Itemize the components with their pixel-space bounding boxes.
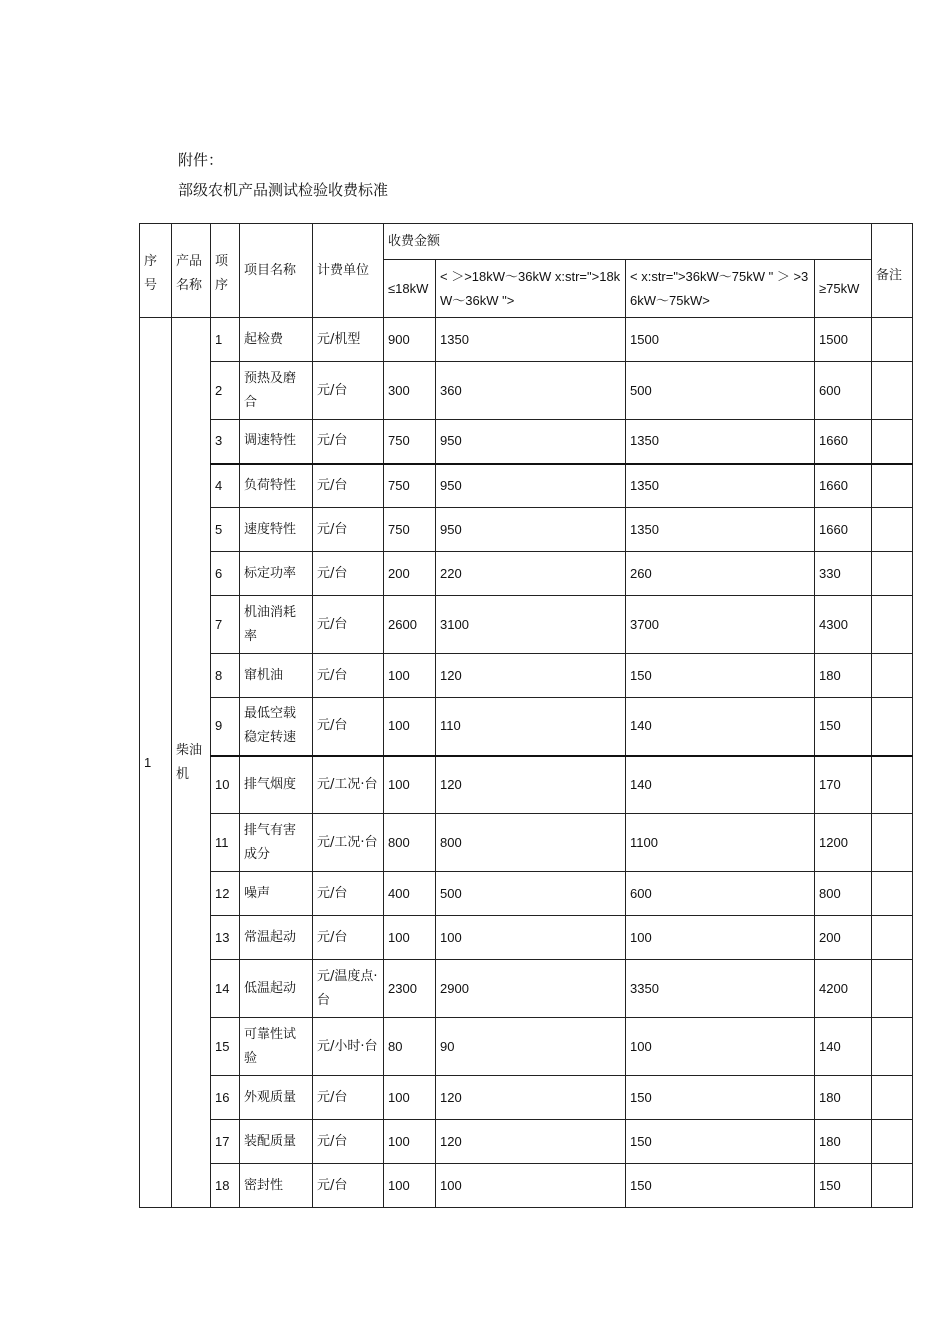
item-no-cell: 7 [211,596,240,654]
table-row [140,814,913,872]
remark-cell [872,362,913,420]
unit-cell: 元/温度点·台 [313,960,384,1018]
document-title: 部级农机产品测试检验收费标准 [178,181,389,199]
remark-cell [872,1076,913,1120]
item-no-cell: 2 [211,362,240,420]
remark-cell [872,654,913,698]
fee-36-75-cell: 140 [626,698,815,756]
item-no-cell: 14 [211,960,240,1018]
item-name-cell: 负荷特性 [240,464,313,508]
unit-cell: 元/台 [313,362,384,420]
fee-ge75-cell: 1500 [815,318,872,362]
item-name-cell: 低温起动 [240,960,313,1018]
item-no-cell: 16 [211,1076,240,1120]
fee-36-75-cell: 600 [626,872,815,916]
unit-cell: 元/台 [313,916,384,960]
table-row [140,960,913,1018]
item-no-cell: 8 [211,654,240,698]
unit-cell: 元/台 [313,1076,384,1120]
fee-ge75-cell: 330 [815,552,872,596]
item-no-cell: 3 [211,420,240,464]
fee-ge75-cell: 170 [815,756,872,814]
fee-36-75-cell: 1350 [626,464,815,508]
fee-le18-cell: 80 [384,1018,436,1076]
fee-ge75-cell: 180 [815,1076,872,1120]
item-name-cell: 机油消耗率 [240,596,313,654]
fee-le18-cell: 2600 [384,596,436,654]
unit-cell: 元/台 [313,464,384,508]
table-row [140,654,913,698]
fee-36-75-cell: 1350 [626,508,815,552]
item-name-cell: 标定功率 [240,552,313,596]
fee-ge75-cell: 4300 [815,596,872,654]
fee-36-75-cell: 150 [626,1120,815,1164]
unit-cell: 元/台 [313,698,384,756]
fee-36-75-cell: 1100 [626,814,815,872]
table-row [140,420,913,464]
fee-le18-cell: 200 [384,552,436,596]
fee-le18-cell: 750 [384,508,436,552]
group-seq: 1 [140,318,172,1208]
fee-18-36-cell: 220 [436,552,626,596]
fee-18-36-cell: 950 [436,464,626,508]
header-fee-ge75: ≥75kW [815,260,872,318]
table-row [140,552,913,596]
fee-36-75-cell: 1500 [626,318,815,362]
unit-cell: 元/台 [313,654,384,698]
remark-cell [872,420,913,464]
remark-cell [872,318,913,362]
fee-le18-cell: 750 [384,420,436,464]
fee-36-75-cell: 500 [626,362,815,420]
remark-cell [872,1164,913,1208]
fee-ge75-cell: 180 [815,654,872,698]
fee-le18-cell: 800 [384,814,436,872]
fee-le18-cell: 100 [384,698,436,756]
item-no-cell: 6 [211,552,240,596]
table-row [140,1120,913,1164]
item-no-cell: 1 [211,318,240,362]
item-name-cell: 装配质量 [240,1120,313,1164]
item-name-cell: 外观质量 [240,1076,313,1120]
item-no-cell: 15 [211,1018,240,1076]
remark-cell [872,1120,913,1164]
header-item-name: 项目名称 [240,224,313,318]
item-no-cell: 10 [211,756,240,814]
remark-cell [872,464,913,508]
unit-cell: 元/机型 [313,318,384,362]
fee-18-36-cell: 120 [436,756,626,814]
fee-ge75-cell: 1200 [815,814,872,872]
fee-36-75-cell: 150 [626,1164,815,1208]
table-row [140,756,913,814]
item-no-cell: 12 [211,872,240,916]
item-no-cell: 18 [211,1164,240,1208]
fee-18-36-cell: 950 [436,420,626,464]
remark-cell [872,596,913,654]
table-row [140,596,913,654]
fee-le18-cell: 900 [384,318,436,362]
item-name-cell: 最低空载稳定转速 [240,698,313,756]
remark-cell [872,814,913,872]
item-name-cell: 噪声 [240,872,313,916]
remark-cell [872,960,913,1018]
fee-le18-cell: 100 [384,1120,436,1164]
fee-18-36-cell: 110 [436,698,626,756]
item-no-cell: 17 [211,1120,240,1164]
fee-le18-cell: 400 [384,872,436,916]
fee-ge75-cell: 800 [815,872,872,916]
fee-ge75-cell: 1660 [815,464,872,508]
fee-18-36-cell: 2900 [436,960,626,1018]
fee-le18-cell: 300 [384,362,436,420]
fee-18-36-cell: 100 [436,916,626,960]
table-row [140,872,913,916]
fee-ge75-cell: 180 [815,1120,872,1164]
fee-36-75-cell: 1350 [626,420,815,464]
item-no-cell: 11 [211,814,240,872]
remark-cell [872,1018,913,1076]
table-row [140,362,913,420]
item-name-cell: 排气烟度 [240,756,313,814]
unit-cell: 元/台 [313,508,384,552]
unit-cell: 元/台 [313,1164,384,1208]
fee-ge75-cell: 150 [815,698,872,756]
fee-36-75-cell: 3350 [626,960,815,1018]
fee-18-36-cell: 3100 [436,596,626,654]
fee-le18-cell: 100 [384,654,436,698]
fee-18-36-cell: 90 [436,1018,626,1076]
fee-le18-cell: 100 [384,916,436,960]
item-name-cell: 速度特性 [240,508,313,552]
fee-36-75-cell: 100 [626,1018,815,1076]
fee-le18-cell: 100 [384,1076,436,1120]
fee-18-36-cell: 500 [436,872,626,916]
fee-18-36-cell: 950 [436,508,626,552]
item-no-cell: 4 [211,464,240,508]
fee-18-36-cell: 120 [436,1076,626,1120]
item-name-cell: 密封性 [240,1164,313,1208]
item-no-cell: 5 [211,508,240,552]
item-name-cell: 调速特性 [240,420,313,464]
header-unit: 计费单位 [313,224,384,318]
fee-36-75-cell: 3700 [626,596,815,654]
item-no-cell: 9 [211,698,240,756]
fee-ge75-cell: 4200 [815,960,872,1018]
header-fee-le18: ≤18kW [384,260,436,318]
unit-cell: 元/工况·台 [313,756,384,814]
unit-cell: 元/小时·台 [313,1018,384,1076]
fee-18-36-cell: 360 [436,362,626,420]
annex-label: 附件： [178,151,224,169]
fee-table [139,223,913,1208]
group-product: 柴油机 [172,318,211,1208]
fee-ge75-cell: 1660 [815,508,872,552]
fee-36-75-cell: 150 [626,1076,815,1120]
fee-36-75-cell: 100 [626,916,815,960]
header-fee-18-36: < ＞>18kW～36kW x:str=">18kW～36kW "> [436,260,626,318]
remark-cell [872,552,913,596]
fee-ge75-cell: 150 [815,1164,872,1208]
header-fee-36-75: < x:str=">36kW～75kW " ＞ >36kW～75kW> [626,260,815,318]
fee-le18-cell: 100 [384,756,436,814]
table-row [140,1076,913,1120]
fee-18-36-cell: 1350 [436,318,626,362]
table-row [140,916,913,960]
unit-cell: 元/台 [313,1120,384,1164]
remark-cell [872,916,913,960]
fee-ge75-cell: 600 [815,362,872,420]
header-remark: 备注 [872,224,913,318]
item-no-cell: 13 [211,916,240,960]
table-row [140,1164,913,1208]
header-product: 产品名称 [172,224,211,318]
fee-le18-cell: 2300 [384,960,436,1018]
remark-cell [872,756,913,814]
table-row [140,698,913,756]
fee-36-75-cell: 150 [626,654,815,698]
fee-18-36-cell: 120 [436,654,626,698]
item-name-cell: 窜机油 [240,654,313,698]
remark-cell [872,872,913,916]
fee-ge75-cell: 1660 [815,420,872,464]
fee-ge75-cell: 140 [815,1018,872,1076]
table-row [140,508,913,552]
fee-le18-cell: 750 [384,464,436,508]
item-name-cell: 预热及磨合 [240,362,313,420]
item-name-cell: 常温起动 [240,916,313,960]
item-name-cell: 起检费 [240,318,313,362]
fee-36-75-cell: 140 [626,756,815,814]
table-row [140,464,913,508]
header-item-no: 项序 [211,224,240,318]
table-row [140,318,913,362]
fee-18-36-cell: 100 [436,1164,626,1208]
fee-18-36-cell: 120 [436,1120,626,1164]
header-seq: 序号 [140,224,172,318]
remark-cell [872,508,913,552]
fee-table-body [140,224,913,1208]
unit-cell: 元/台 [313,552,384,596]
unit-cell: 元/工况·台 [313,814,384,872]
remark-cell [872,698,913,756]
fee-le18-cell: 100 [384,1164,436,1208]
item-name-cell: 排气有害成分 [240,814,313,872]
header-fee-group: 收费金额 [384,224,872,260]
unit-cell: 元/台 [313,596,384,654]
fee-18-36-cell: 800 [436,814,626,872]
fee-ge75-cell: 200 [815,916,872,960]
unit-cell: 元/台 [313,420,384,464]
fee-36-75-cell: 260 [626,552,815,596]
unit-cell: 元/台 [313,872,384,916]
item-name-cell: 可靠性试验 [240,1018,313,1076]
table-row [140,1018,913,1076]
